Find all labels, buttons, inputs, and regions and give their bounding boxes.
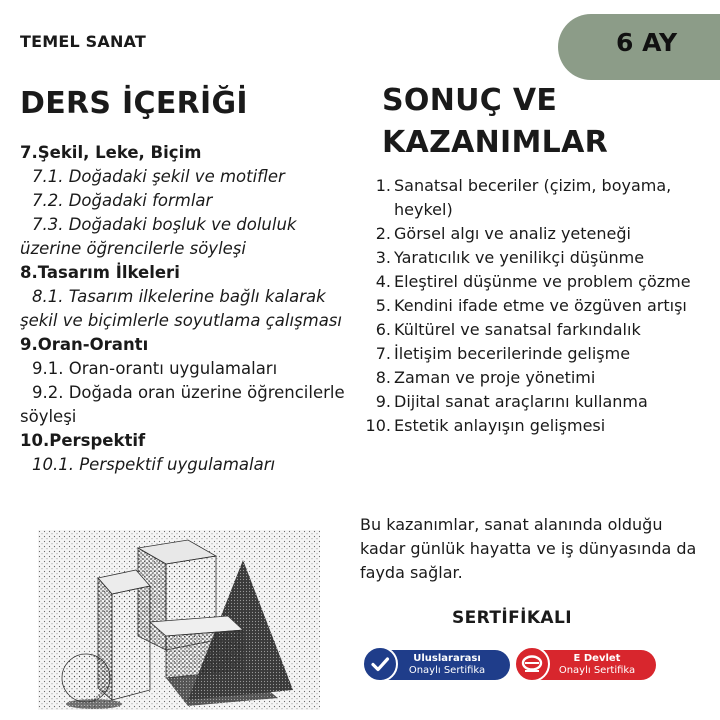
brand-title: TEMEL SANAT	[20, 32, 147, 51]
stipple-sketch-illustration	[38, 530, 320, 710]
edevlet-badge-line2: Onaylı Sertifika	[558, 665, 636, 676]
section-title: 9.Oran-Orantı	[20, 335, 149, 354]
certificate-title: SERTİFİKALI	[452, 608, 572, 628]
outcome-item: 7. İletişim becerilerinde gelişme	[375, 344, 631, 363]
outcome-item: 8. Zaman ve proje yönetimi	[375, 368, 596, 387]
section-title: 10.Perspektif	[20, 431, 146, 450]
outcome-item: 1. Sanatsal beceriler (çizim, boyama, heykel)	[375, 176, 672, 219]
section-item: 7.1. Doğadaki şekil ve motifler	[32, 167, 285, 186]
edevlet-logo-icon	[514, 646, 550, 682]
outcomes-title	[382, 80, 608, 164]
outcome-item: 10. Estetik anlayışın gelişmesi	[365, 416, 606, 435]
outcomes-title-line1: SONUÇ VE	[382, 83, 558, 118]
intl-badge-line1: Uluslararası	[413, 653, 481, 664]
check-icon	[362, 646, 398, 682]
duration-badge-text: 6 AY	[616, 28, 678, 57]
closing-text: Bu kazanımlar, sanat alanında olduğu kadar günlük hayatta ve iş dünyasında da fayda sağlar.	[360, 515, 697, 582]
outcome-item: 2. Görsel algı ve analiz yeteneği	[375, 224, 631, 243]
section-title: 8.Tasarım İlkeleri	[20, 263, 180, 282]
outcome-item: 6. Kültürel ve sanatsal farkındalık	[375, 320, 641, 339]
outcome-item: 4. Eleştirel düşünme ve problem çözme	[375, 272, 691, 291]
edevlet-badge-line1: E Devlet	[573, 653, 621, 664]
section-item: 10.1. Perspektif uygulamaları	[32, 455, 276, 474]
outcome-item: 9. Dijital sanat araçlarını kullanma	[375, 392, 648, 411]
outcome-item: 3. Yaratıcılık ve yenilikçi düşünme	[375, 248, 645, 267]
section-item: 7.3. Doğadaki boşluk ve doluluk üzerine öğrencilerle söyleşi	[20, 215, 297, 258]
outcomes-list	[365, 174, 705, 438]
section-item: 7.2. Doğadaki formlar	[32, 191, 213, 210]
outcomes-title-line2: KAZANIMLAR	[382, 125, 608, 160]
course-content	[20, 141, 350, 477]
section-title: 7.Şekil, Leke, Biçim	[20, 143, 202, 162]
outcome-item: 5. Kendini ifade etme ve özgüven artışı	[375, 296, 687, 315]
section-item: 8.1. Tasarım ilkelerine bağlı kalarak şekil ve biçimlerle soyutlama çalışması	[20, 287, 342, 330]
section-item: 9.2. Doğada oran üzerine öğrencilerle söyleşi	[20, 383, 345, 426]
section-item: 9.1. Oran-orantı uygulamaları	[32, 359, 278, 378]
intl-badge-line2: Onaylı Sertifika	[408, 665, 486, 676]
course-content-title: DERS İÇERİĞİ	[20, 86, 248, 121]
